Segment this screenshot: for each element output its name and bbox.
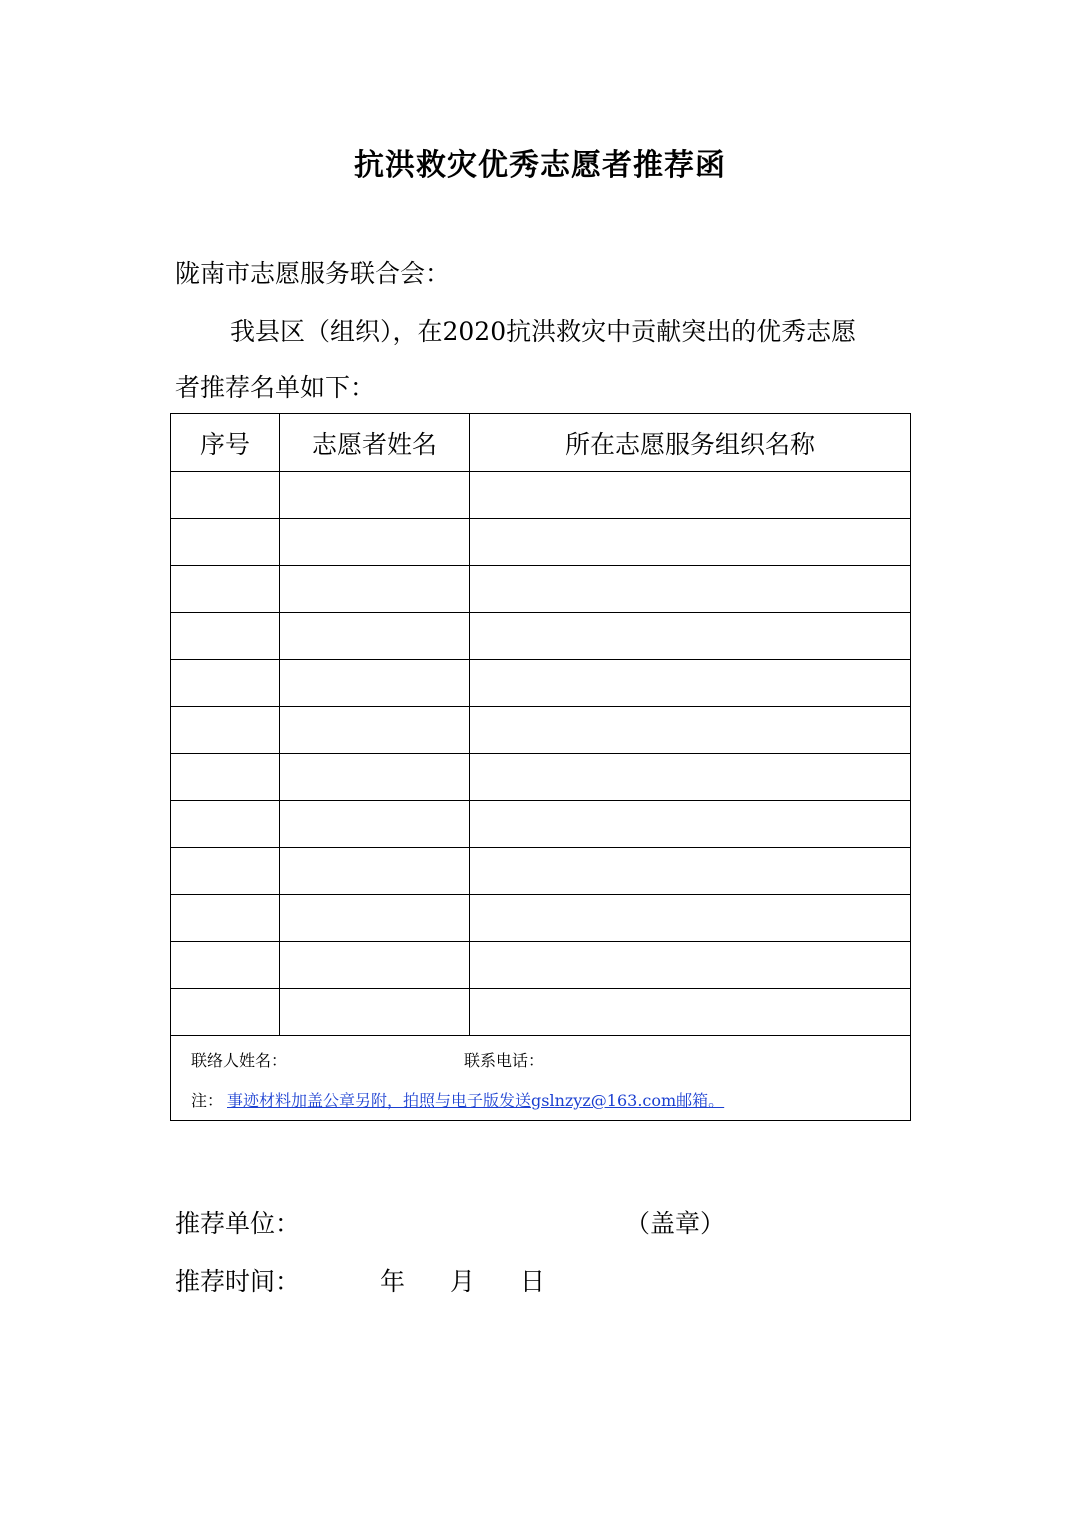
organization-cell[interactable]: [470, 848, 911, 895]
addressee: 陇南市志愿服务联合会：: [175, 259, 451, 288]
name-cell[interactable]: [280, 660, 470, 707]
table-row: [171, 472, 911, 519]
year-label: 年: [380, 1267, 406, 1296]
serial-cell[interactable]: [171, 754, 280, 801]
serial-cell[interactable]: [171, 942, 280, 989]
serial-cell[interactable]: [171, 895, 280, 942]
organization-cell[interactable]: [470, 613, 911, 660]
recommending-unit-label: 推荐单位：: [175, 1209, 301, 1238]
name-cell[interactable]: [280, 754, 470, 801]
contact-phone-label: 联系电话：: [464, 1051, 545, 1070]
name-cell[interactable]: [280, 848, 470, 895]
month-label: 月: [450, 1267, 476, 1296]
table-row: [171, 848, 911, 895]
name-cell[interactable]: [280, 519, 470, 566]
organization-cell[interactable]: [470, 801, 911, 848]
name-cell[interactable]: [280, 942, 470, 989]
table-row: [171, 566, 911, 613]
table-footer: [171, 1036, 911, 1121]
organization-cell[interactable]: [470, 660, 911, 707]
serial-cell[interactable]: [171, 801, 280, 848]
serial-cell[interactable]: [171, 989, 280, 1036]
document-title: 抗洪救灾优秀志愿者推荐函: [354, 148, 726, 183]
serial-cell[interactable]: [171, 566, 280, 613]
table-footer-row: [171, 1036, 911, 1121]
table-row: [171, 801, 911, 848]
organization-cell[interactable]: [470, 707, 911, 754]
table-row: [171, 754, 911, 801]
header-organization-name: 所在志愿服务组织名称: [470, 414, 911, 472]
organization-cell[interactable]: [470, 989, 911, 1036]
table-row: [171, 707, 911, 754]
name-cell[interactable]: [280, 989, 470, 1036]
organization-cell[interactable]: [470, 754, 911, 801]
serial-cell[interactable]: [171, 660, 280, 707]
recommendation-table: [170, 413, 911, 1121]
serial-cell[interactable]: [171, 519, 280, 566]
serial-cell[interactable]: [171, 613, 280, 660]
name-cell[interactable]: [280, 895, 470, 942]
header-volunteer-name: 志愿者姓名: [280, 414, 470, 472]
table-row: [171, 989, 911, 1036]
organization-cell[interactable]: [470, 895, 911, 942]
name-cell[interactable]: [280, 613, 470, 660]
table-row: [171, 660, 911, 707]
name-cell[interactable]: [280, 472, 470, 519]
contact-name-label: 联络人姓名：: [191, 1051, 288, 1070]
name-cell[interactable]: [280, 566, 470, 613]
table-row: [171, 895, 911, 942]
note-email-link[interactable]: 事迹材料加盖公章另附，拍照与电子版发送gslnzyz@163.com邮箱。: [227, 1091, 725, 1110]
seal-placeholder: （盖章）: [625, 1209, 726, 1238]
serial-cell[interactable]: [171, 472, 280, 519]
day-label: 日: [520, 1267, 546, 1296]
organization-cell[interactable]: [470, 566, 911, 613]
name-cell[interactable]: [280, 707, 470, 754]
table-row: [171, 613, 911, 660]
body-paragraph-line-1: 我县区（组织），在2020抗洪救灾中贡献突出的优秀志愿: [230, 317, 857, 346]
organization-cell[interactable]: [470, 472, 911, 519]
header-serial-number: 序号: [171, 414, 280, 472]
table-header-row: [171, 414, 911, 472]
name-cell[interactable]: [280, 801, 470, 848]
serial-cell[interactable]: [171, 707, 280, 754]
note-label: 注：: [191, 1091, 224, 1110]
organization-cell[interactable]: [470, 942, 911, 989]
organization-cell[interactable]: [470, 519, 911, 566]
serial-cell[interactable]: [171, 848, 280, 895]
table-row: [171, 519, 911, 566]
table-row: [171, 942, 911, 989]
table-body: [171, 472, 911, 1121]
recommendation-time-label: 推荐时间：: [175, 1267, 301, 1296]
body-paragraph-line-2: 者推荐名单如下：: [175, 373, 376, 402]
